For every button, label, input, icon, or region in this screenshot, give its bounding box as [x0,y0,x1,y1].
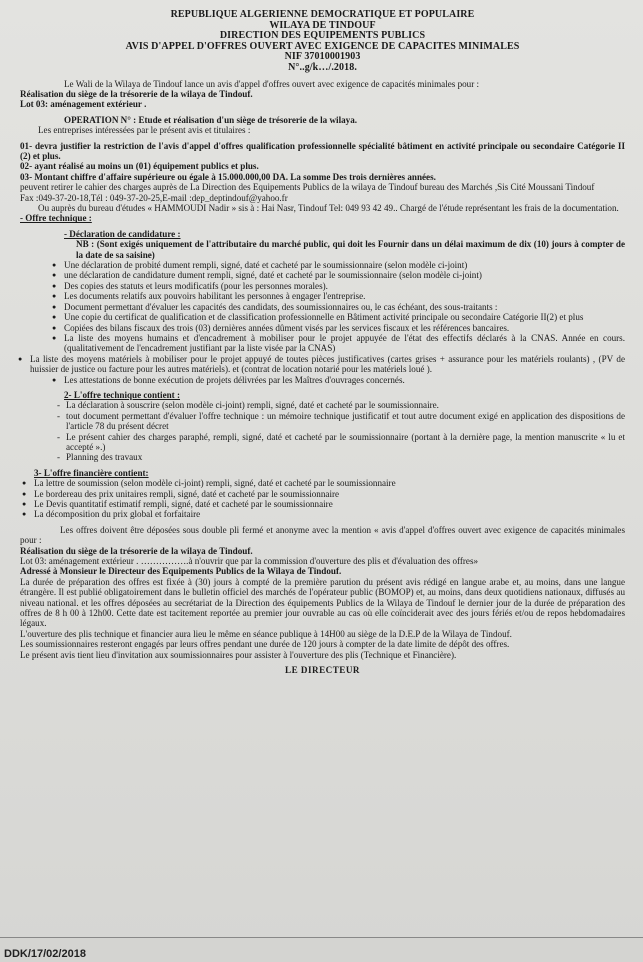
list-item: ● Les attestations de bonne exécution de projets délivrées par les Maîtres d'ouvrages concernés. [64,375,625,385]
list-item: ● Des copies des statuts et leurs modificatifs (pour les personnes morales). [64,281,625,291]
header-republic: REPUBLIQUE ALGERIENNE DEMOCRATIQUE ET POPULAIRE [170,9,475,20]
list-item: ● Les documents relatifs aux pouvoirs habilitant les personnes à engager l'entreprise. [64,291,625,301]
footer-bar [0,937,643,962]
list-item: ● Une copie du certificat de qualification et de classification professionnelle en Bâtiment activité principale ou secondaire Catégorie II(2) et plus [64,312,625,322]
intro-paragraph: Le Wali de la Wilaya de Tindouf lance un avis d'appel d'offres ouvert avec exigence de capacités minimales pour : [64,78,480,89]
retrait-paragraph: peuvent retirer le cahier des charges auprès de La Direction des Equipements Publics de la wilaya de Tindouf bureau des Marchés ,Sis Cité Moussani Tindouf [20,182,595,193]
intro-project: Réalisation du siège de la trésorerie de la wilaya de Tindouf. [20,88,253,99]
list-item: ● La liste des moyens matériels à mobiliser pour le projet appuyé de toutes pièces justificatives (cartes grises + assurance pour les matériels roulants) , (PV de huissier de justice ou facture pour les autres matériels). et (contrat de location notarié pour les matériels loué ). [30,354,625,375]
financiere-list [20,478,625,520]
newspaper-reference: DDK/17/02/2018 [4,947,86,960]
list-item: - La déclaration à souscrire (selon modèle ci-joint) rempli, signé, daté et cacheté par le soumissionnaire. [66,400,625,410]
closing-address: Adressé à Monsieur le Directeur des Equipements Publics de la Wilaya de Tindouf. [20,566,342,577]
closing-deposit: Les offres doivent être déposées sous double pli fermé et anonyme avec la mention « avis d'appel d'offres ouvert avec exigence de capacités minimales pour : [20,524,625,546]
list-item: ● Le bordereau des prix unitaires rempli, signé, daté et cacheté par le soumissionnaire [34,489,625,499]
list-item: ● La décomposition du prix global et forfaitaire [34,509,625,519]
closing-validity: Les soumissionnaires resteront engagés par leurs offres pendant une durée de 120 jours à compter de la date limite de dépôt des offres. [20,639,510,650]
closing-duration: La durée de préparation des offres est fixée à (30) jours à compté de la première parution du présent avis rédigé en langue arabe et, au moins, dans une langue étrangère. Il est publié obligatoirement dans le bulletin officiel des marchés de l'opérateur public (BOMOP) et, au moins, dans deux quotidiens nationaux, diffusés au niveau national. et les offres déposées au secrétariat de la Direction des équipements Publics de la Wilaya de Tindouf le dernier jour de la durée de préparation des offres de 8 h 00 à 12h00. Cette date est tacitement reportée au premier jour ouvrable au cas où elle coïnciderait avec des jours fériés et/ou de repos hebdomadaires légaux. [20,576,625,629]
list-item: ● Le Devis quantitatif estimatif rempli, signé, daté et cacheté par le soumissionnaire [34,499,625,509]
operation-subtitle: Les entreprises intéressées par le présent avis et titulaires : [38,125,251,136]
header-nif: NIF 37010001903 [284,51,361,63]
intro-lot: Lot 03: aménagement extérieur . [20,99,147,110]
signature: LE DIRECTEUR [285,665,360,676]
contact-line: Fax :049-37-20-18,Tél : 049-37-20-25,E-mail :dep_deptindouf@yahoo.fr [20,192,288,203]
header-direction: DIRECTION DES EQUIPEMENTS PUBLICS [219,30,426,42]
notice-header [20,10,625,74]
technique-list [20,400,625,462]
condition-item: 03- Montant chiffre d'affaire supérieure ou égale à 15.000.000,00 DA. La somme Des trois dernières années. [20,171,436,182]
header-number: N°..g/k…/.2018. [288,61,357,73]
list-item: - Le présent cahier des charges paraphé, rempli, signé, daté et cacheté par le soumissionnaire (portant à la dernière page, la mention manuscrite « lu et accepté ».) [66,432,625,453]
list-item: - Planning des travaux [66,452,625,462]
header-wilaya: WILAYA DE TINDOUF [269,19,376,31]
offre-financiere-heading: 3- L'offre financière contient: [34,467,149,478]
offre-technique-contient-heading: 2- L'offre technique contient : [64,389,181,400]
closing-invitation: Le présent avis tient lieu d'invitation aux soumissionnaires pour assister à l'ouverture des plis (Technique et Financière). [20,649,457,660]
candidature-note: NB : (Sont exigés uniquement de l'attributaire du marché public, qui doit les Fournir dans un délai maximum de dix (10) jours à compter de la date de sa saisine) [76,239,625,260]
list-item: ● une déclaration de candidature dument rempli, signé, daté et cacheté par le soumissionnaire (selon modèle ci-joint) [64,270,625,280]
list-item: ● Document permettant d'évaluer les capacités des candidats, des soumissionnaires ou, le cas échéant, des sous-traitants : [64,302,625,312]
closing-project: Réalisation du siège de la trésorerie de la wilaya de Tindouf. [20,545,253,556]
operation-title: OPERATION N° : Etude et réalisation d'un siège de trésorerie de la wilaya. [64,114,358,125]
list-item: ● Une déclaration de probité dument rempli, signé, daté et cacheté par le soumissionnaire (selon modèle ci-joint) [64,260,625,270]
candidature-heading: - Déclaration de candidature : [64,228,181,239]
candidature-list [20,260,625,385]
list-item: ● La lettre de soumission (selon modèle ci-joint) rempli, signé, daté et cacheté par le soumissionnaire [34,478,625,488]
conditions-list [20,141,625,183]
list-item: ● Copiées des bilans fiscaux des trois (03) dernières années dûment visés par les services fiscaux et les références bancaires. [64,323,625,333]
condition-item: 01- devra justifier la restriction de l'avis d'appel d'offres qualification professionnelle spécialité bâtiment en activité principale ou secondaire Catégorie II (2) et plus. [20,140,625,161]
bureau-etudes-paragraph: Ou auprès du bureau d'études « HAMMOUDI Nadir » sis à : Hai Nasr, Tindouf Tel: 049 93 42 49.. Chargé de l'étude représentant les frais de la documentation. [38,203,619,214]
condition-item: 02- ayant réalisé au moins un (01) équipement publics et plus. [20,161,259,172]
closing-lot: Lot 03: aménagement extérieur . …………….à n'ouvrir que par la commission d'ouverture des plis et d'évaluation des offres» [20,556,479,567]
list-item: - tout document permettant d'évaluer l'offre technique : un mémoire technique justificatif et tout autre document exigé en application des dispositions de l'article 78 du présent décret [66,411,625,432]
list-item: ● La liste des moyens humains et d'encadrement à mobiliser pour le projet appuyée de l'état des effectifs déclarés à la CNAS. Année en cours. (qualitativement de l'encadrement justifiant par la liste visée par la CNAS) [64,333,625,354]
offre-technique-heading: - Offre technique : [20,213,92,224]
header-title: AVIS D'APPEL D'OFFRES OUVERT AVEC EXIGENCE DE CAPACITES MINIMALES [125,40,520,52]
closing-opening: L'ouverture des plis technique et financier aura lieu le même en séance publique à 14H00 au siège de la D.E.P de la Wilaya de Tindouf. [20,628,512,639]
